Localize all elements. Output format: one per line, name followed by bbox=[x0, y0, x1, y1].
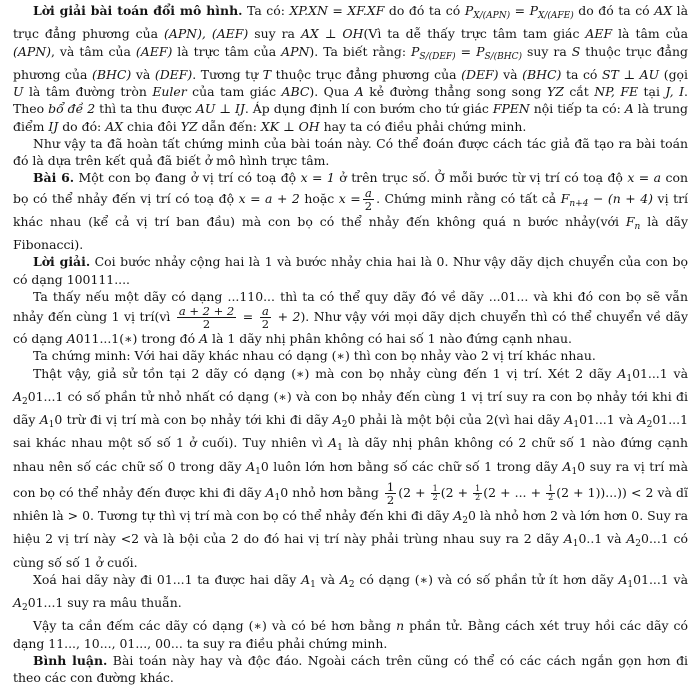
text: và dĩ nhiên là > 0. Tương tự thì vị trí mà con bọ có thể nhảy đến khi đi dãy bbox=[13, 484, 688, 523]
text: thuộc trục đẳng phương của bbox=[13, 43, 689, 82]
lemma-reference: bổ đề 2 bbox=[48, 101, 96, 117]
math: IJ bbox=[48, 118, 59, 134]
text: 01...1 và bbox=[633, 571, 688, 587]
fraction-denominator: 2 bbox=[432, 492, 438, 502]
math: F bbox=[625, 213, 635, 229]
text: Ta có: bbox=[242, 3, 290, 18]
math-sub: 2 bbox=[21, 396, 28, 407]
math: (DEF) bbox=[154, 66, 193, 82]
text: con bọ có thể nhảy đến vị trí có toạ độ bbox=[13, 170, 688, 206]
text: Bài toán này hay và độc đáo. Ngoài cách trên cũng có thể có các cách ngắn gọn hơn đi theo các con đường khác. bbox=[13, 652, 689, 685]
comment-paragraph bbox=[13, 652, 688, 687]
math: XP.XN = XF.XF bbox=[289, 3, 385, 18]
text: và bbox=[498, 66, 523, 82]
text: phần tử. Bằng cách xét truy hồi các dãy có dạng 11..., 10..., 01..., 00... ta suy ra điều phải chứng minh. bbox=[13, 618, 688, 651]
math: A bbox=[618, 571, 628, 587]
math: FPEN bbox=[492, 101, 530, 117]
math: F bbox=[560, 190, 570, 206]
math-sub: 1 bbox=[310, 579, 316, 590]
text: 01...1 suy ra mâu thuẫn. bbox=[27, 595, 182, 610]
math-sub: 1 bbox=[572, 539, 579, 550]
reduction-paragraph bbox=[13, 288, 688, 348]
math-sub: X/(AFE) bbox=[537, 11, 574, 21]
text: Coi bước nhảy cộng hai là 1 và bước nhảy chia hai là 0. Như vậy dãy dịch chuyển của con bọ có dạng 100111.... bbox=[13, 254, 688, 287]
math: (2 + 1))...)) < 2 bbox=[556, 484, 654, 500]
text: ). Như vậy với mọi dãy dịch chuyển thì có thể chuyển về dãy có dạng bbox=[13, 309, 688, 346]
math-sub: 1 bbox=[274, 492, 281, 503]
math: − (n + 4) bbox=[588, 190, 654, 206]
text: thuộc trục đẳng phương của bbox=[271, 66, 462, 82]
proof-paragraph bbox=[13, 365, 688, 571]
text: do đó: bbox=[58, 118, 106, 134]
summary-paragraph: Như vậy ta đã hoàn tất chứng minh của bài toán này. Có thể đoán được cách tác giả đã tạo ra bài toán đó là dựa trên kết quả đã biết ở mô hình trực tâm. bbox=[13, 135, 688, 168]
text: 0 phải là một bội của 2(vì hai dãy bbox=[347, 412, 565, 427]
solution-heading: Lời giải bài toán đổi mô hình. bbox=[33, 3, 243, 18]
math-sub: 2 bbox=[348, 579, 355, 590]
text: tại bbox=[638, 84, 666, 99]
fraction-denominator: 2 bbox=[364, 198, 373, 213]
text: 0 nhỏ hơn bằng bbox=[280, 484, 383, 500]
text: Một con bọ đang ở vị trí có toạ độ bbox=[74, 170, 301, 186]
text: hoặc bbox=[299, 190, 339, 206]
text: ). Qua bbox=[309, 84, 355, 99]
text: 0 suy ra vị trí mà con bọ có thể nhảy đến được khi đi dãy bbox=[13, 458, 688, 500]
math: x = a + 2 bbox=[238, 190, 300, 206]
math: APN bbox=[281, 43, 310, 59]
fraction-one-half-small bbox=[431, 485, 440, 502]
math-sub: 1 bbox=[573, 420, 580, 430]
math: YZ bbox=[547, 84, 564, 99]
math-sub: 1 bbox=[627, 579, 634, 590]
text: Ta thấy nếu một dãy có dạng ...110... thì ta có thể quy dãy đó về dãy ...01... và khi đó con bọ sẽ vẫn nhảy đến cùng 1 vị trí(vì bbox=[13, 288, 688, 324]
fraction-one-half bbox=[385, 481, 396, 506]
math: (AEF) bbox=[135, 43, 173, 59]
problem-6-paragraph bbox=[13, 169, 688, 253]
math: AX bbox=[654, 3, 673, 18]
text: , và tâm của bbox=[50, 43, 136, 59]
math: AEF bbox=[585, 26, 613, 42]
text: do đó ta có bbox=[384, 3, 465, 18]
math-sub: 2 bbox=[635, 539, 642, 550]
contradiction-paragraph bbox=[13, 571, 688, 618]
math: A bbox=[199, 331, 209, 346]
math: XK ⊥ OH bbox=[260, 118, 320, 134]
math: ABC bbox=[281, 84, 310, 99]
text: là tâm của bbox=[612, 26, 689, 42]
math: A bbox=[332, 412, 342, 427]
math: A bbox=[66, 331, 76, 346]
math: T bbox=[262, 66, 272, 82]
fraction-numerator: 1 bbox=[432, 483, 438, 493]
text: là dãy Fibonacci). bbox=[13, 213, 688, 252]
math-sub: S/(DEF) bbox=[419, 51, 456, 62]
text: là trục đẳng phương của bbox=[13, 3, 688, 42]
solution-title: Lời giải. bbox=[33, 254, 91, 270]
math: A bbox=[354, 84, 364, 99]
math: (DEF) bbox=[461, 66, 499, 82]
math: P bbox=[464, 3, 474, 18]
text: 0 trừ đi vị trí mà con bọ nhảy tới khi đi dãy bbox=[54, 412, 333, 427]
math: A bbox=[564, 412, 574, 427]
math: A bbox=[637, 412, 647, 427]
text: 0...1 có cùng số số 1 ở cuối. bbox=[13, 531, 688, 570]
text: 01...1 sai khác nhau một số số 1 ở cuối). Tuy nhiên vì bbox=[13, 412, 688, 451]
fraction-numerator: a + 2 + 2 bbox=[178, 304, 235, 318]
text: kẻ đường thẳng song song bbox=[363, 84, 547, 99]
fraction-denominator: 2 bbox=[548, 492, 554, 502]
math: x = 1 bbox=[300, 170, 335, 186]
math-sub: n+4 bbox=[569, 198, 589, 209]
text: 01...1 có số phần tử nhỏ nhất có dạng (∗) và con bọ nhảy đến cùng 1 vị trí suy ra con bọ nhảy tới khi đi dãy bbox=[13, 388, 688, 427]
math: U bbox=[13, 84, 24, 99]
text: 01...1 và bbox=[632, 365, 688, 381]
fraction-numerator: 1 bbox=[475, 483, 481, 493]
math: (2 + bbox=[398, 484, 430, 500]
math: (APN) bbox=[13, 43, 51, 59]
text: . Chứng minh rằng có tất cả bbox=[376, 190, 561, 206]
math: (BHC) bbox=[92, 66, 132, 82]
fraction-numerator: a bbox=[261, 304, 269, 318]
text: là 1 dãy nhị phân không có hai số 1 nào đứng cạnh nhau. bbox=[208, 331, 572, 346]
solution-paragraph bbox=[13, 253, 688, 288]
math: A bbox=[563, 531, 573, 547]
text: . Theo bbox=[13, 84, 688, 117]
math-sub: 1 bbox=[626, 373, 633, 384]
text: Vậy ta cần đếm các dãy có dạng (∗) và có bé hơn bằng bbox=[33, 618, 397, 634]
math: A bbox=[453, 508, 463, 523]
text: nội tiếp ta có: bbox=[529, 101, 625, 117]
text: (gọi bbox=[659, 66, 689, 82]
text: . Tương tự bbox=[192, 66, 263, 82]
text: dẫn đến: bbox=[197, 118, 261, 134]
math-sub: 2 bbox=[21, 603, 28, 613]
math: A bbox=[301, 571, 311, 587]
math: A bbox=[624, 101, 634, 117]
text: cắt bbox=[563, 84, 595, 99]
text: là dãy nhị phân không có 2 chữ số 1 nào đứng cạnh nhau nên số các chữ số 0 trong dãy bbox=[13, 435, 688, 474]
text: thì ta thu được bbox=[95, 101, 196, 117]
math-sub: 2 bbox=[341, 420, 348, 430]
math: = bbox=[238, 309, 258, 324]
fraction-numerator: 1 bbox=[548, 483, 554, 493]
fraction-one-half-small bbox=[546, 485, 555, 502]
text: là trung điểm bbox=[13, 101, 688, 134]
math: = P bbox=[510, 3, 538, 18]
text: của tam giác bbox=[186, 84, 282, 99]
math: x = a bbox=[627, 170, 662, 186]
text: (Vì ta dễ thấy trực tâm tam giác bbox=[363, 26, 586, 42]
text: là tâm đường tròn bbox=[23, 84, 153, 99]
text: Xoá hai dãy này đi 01...1 ta được hai dãy bbox=[33, 571, 302, 587]
math: A bbox=[39, 412, 49, 427]
text: 0 là nhỏ hơn 2 và lớn hơn 0. Suy ra hiệu 2 vị trí này <2 và là bội của 2 do đó hai vị trí này phải trùng nhau suy ra 2 dãy bbox=[13, 508, 689, 547]
text: 01...1 và bbox=[579, 412, 638, 427]
fraction-numerator: 1 bbox=[386, 479, 395, 494]
fraction-numerator: a bbox=[364, 185, 372, 200]
math: A bbox=[13, 595, 22, 610]
math-sub: 1 bbox=[571, 466, 578, 477]
text: ). Ta biết rằng: bbox=[309, 43, 412, 59]
math: n bbox=[396, 618, 405, 634]
math-sub: X/(APN) bbox=[473, 11, 511, 21]
math-sub: 1 bbox=[255, 466, 261, 477]
math: S bbox=[571, 43, 581, 59]
claim-paragraph: Ta chứng minh: Với hai dãy khác nhau có dạng (∗) thì con bọ nhảy vào 2 vị trí khác nhau. bbox=[33, 348, 596, 364]
math: (2 + ... + bbox=[483, 484, 546, 500]
text: hay ta có điều phải chứng minh. bbox=[319, 118, 527, 134]
fraction-denominator: 2 bbox=[475, 492, 481, 502]
fraction-a-over-2 bbox=[363, 187, 374, 212]
text: ở trên trục số. Ở mỗi bước từ vị trí có toạ độ bbox=[334, 170, 628, 186]
math-sub: n bbox=[634, 221, 641, 232]
text: . Áp dụng định lí con bướm cho tứ giác bbox=[244, 101, 493, 117]
text: ta có bbox=[561, 66, 602, 82]
math-sub: 1 bbox=[337, 443, 343, 454]
math-sub: 2 bbox=[462, 516, 468, 526]
text: suy ra bbox=[522, 43, 572, 59]
math: (APN), (AEF) bbox=[163, 26, 249, 42]
fraction-a-over-2 bbox=[260, 305, 271, 330]
math: AX ⊥ OH bbox=[300, 26, 364, 42]
math: AU ⊥ IJ bbox=[195, 101, 245, 117]
text: 0 luôn lớn hơn bằng số các chữ số 1 trong dãy bbox=[260, 458, 563, 474]
math: ST ⊥ AU bbox=[601, 66, 660, 82]
text: do đó ta có bbox=[573, 3, 655, 18]
math: P bbox=[411, 43, 420, 59]
math: x = bbox=[338, 190, 361, 206]
fraction-denominator: 2 bbox=[261, 317, 270, 331]
math-sub: S/(BHC) bbox=[484, 51, 523, 62]
text: chia đôi bbox=[123, 118, 181, 134]
text: và bbox=[315, 571, 340, 587]
math-sub: 1 bbox=[48, 420, 55, 430]
math: YZ bbox=[180, 118, 198, 134]
math: AX bbox=[105, 118, 124, 134]
math: (2 + bbox=[440, 484, 473, 500]
fraction-denominator: 2 bbox=[386, 492, 395, 507]
math: + 2 bbox=[273, 309, 301, 324]
math: = P bbox=[455, 43, 485, 59]
math: A bbox=[246, 458, 256, 474]
math: A bbox=[13, 388, 22, 404]
problem-6-heading: Bài 6. bbox=[33, 170, 75, 186]
math: J, I bbox=[665, 84, 685, 99]
text: suy ra bbox=[248, 26, 301, 42]
math: A bbox=[339, 571, 349, 587]
fraction-a-plus-4-over-2 bbox=[177, 305, 236, 330]
text: 011...1(∗) trong đó bbox=[75, 331, 200, 346]
text: vị trí khác nhau (kể cả vị trí ban đầu) mà con bọ có thể nhảy đến không quá n bước nhảy(với bbox=[13, 190, 688, 229]
text: 0..1 và bbox=[578, 531, 627, 547]
math: NP, FE bbox=[594, 84, 639, 99]
fraction-one-half-small bbox=[473, 485, 482, 502]
counting-paragraph bbox=[13, 617, 688, 652]
math: A bbox=[617, 365, 627, 381]
math-sub: 2 bbox=[646, 420, 653, 430]
math: A bbox=[562, 458, 572, 474]
solution-model-change-paragraph bbox=[13, 2, 688, 135]
math: Euler bbox=[152, 84, 187, 99]
fraction-denominator: 2 bbox=[202, 317, 211, 331]
math: A bbox=[265, 484, 275, 500]
math: (BHC) bbox=[522, 66, 562, 82]
text: và bbox=[131, 66, 155, 82]
text: có dạng (∗) và có số phần tử ít hơn dãy bbox=[354, 571, 619, 587]
math: A bbox=[328, 435, 338, 451]
text: Thật vậy, giả sử tồn tại 2 dãy có dạng (∗) mà con bọ nhảy cùng đến 1 vị trí. Xét 2 dãy bbox=[33, 365, 618, 381]
math: A bbox=[626, 531, 636, 547]
text: là trực tâm của bbox=[172, 43, 282, 59]
comment-heading: Bình luận. bbox=[33, 652, 108, 668]
